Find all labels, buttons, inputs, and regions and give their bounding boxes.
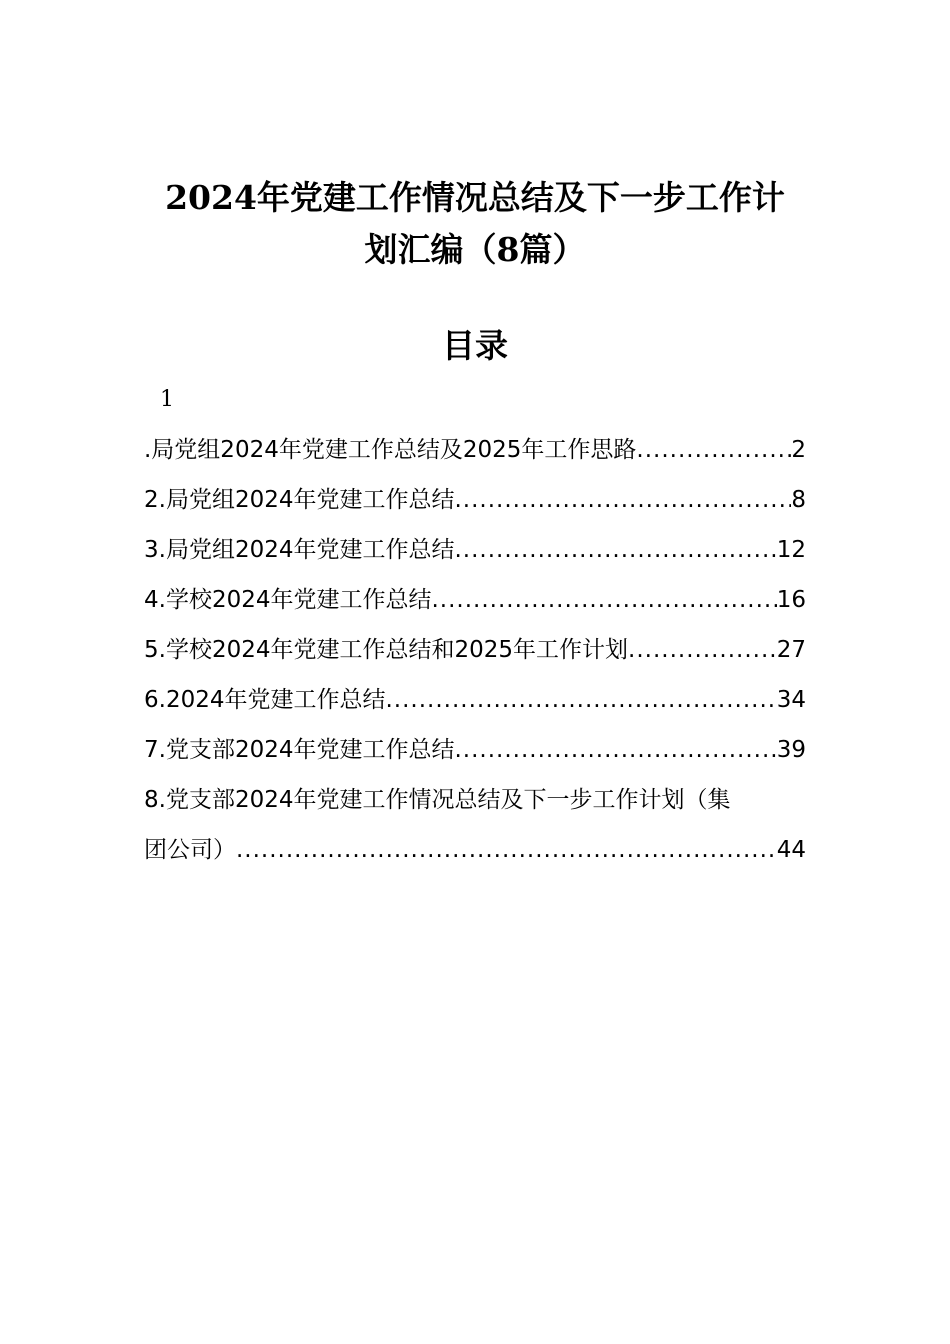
toc-entry-page: 34	[776, 687, 806, 713]
toc-entry-8-last-line	[144, 825, 806, 875]
toc-entry-page: 8	[791, 487, 806, 513]
toc-entry-label: 2.局党组2024年党建工作总结	[144, 487, 455, 513]
table-of-contents	[144, 425, 806, 875]
toc-entry-8[interactable]	[144, 775, 806, 875]
toc-entry-label: 5.学校2024年党建工作总结和2025年工作计划	[144, 637, 629, 663]
toc-entry-5[interactable]	[144, 625, 806, 675]
toc-dot-leader	[431, 575, 776, 625]
toc-dot-leader	[454, 525, 776, 575]
toc-dot-leader	[454, 725, 776, 775]
toc-entry-label: 3.局党组2024年党建工作总结	[144, 537, 455, 563]
toc-entry-label-line-2: 团公司）	[144, 837, 236, 863]
toc-entry-3[interactable]	[144, 525, 806, 575]
toc-entry-page: 27	[776, 637, 806, 663]
toc-entry-4[interactable]	[144, 575, 806, 625]
toc-entry-2[interactable]	[144, 475, 806, 525]
toc-entry-page: 12	[776, 537, 806, 563]
stray-number: 1	[160, 387, 174, 412]
document-title-line-2: 划汇编（8篇）	[364, 230, 586, 269]
toc-entry-label: .局党组2024年党建工作总结及2025年工作思路	[144, 437, 637, 463]
toc-entry-7[interactable]	[144, 725, 806, 775]
toc-dot-leader	[236, 825, 777, 875]
toc-dot-leader	[454, 475, 791, 525]
toc-entry-page: 2	[791, 437, 806, 463]
toc-heading: 目录	[442, 326, 508, 365]
document-title	[140, 172, 810, 276]
toc-entry-1[interactable]	[144, 425, 806, 475]
toc-dot-leader	[636, 425, 791, 475]
toc-entry-6[interactable]	[144, 675, 806, 725]
document-title-line-1: 2024年党建工作情况总结及下一步工作计	[165, 178, 785, 217]
toc-entry-page: 39	[776, 737, 806, 763]
toc-entry-page: 44	[776, 837, 806, 863]
toc-entry-label-line-1: 8.党支部2024年党建工作情况总结及下一步工作计划（集	[144, 787, 731, 813]
toc-entry-label: 4.学校2024年党建工作总结	[144, 587, 432, 613]
toc-entry-page: 16	[776, 587, 806, 613]
toc-dot-leader	[385, 675, 776, 725]
toc-entry-label: 7.党支部2024年党建工作总结	[144, 737, 455, 763]
toc-dot-leader	[628, 625, 777, 675]
toc-entry-label: 6.2024年党建工作总结	[144, 687, 386, 713]
